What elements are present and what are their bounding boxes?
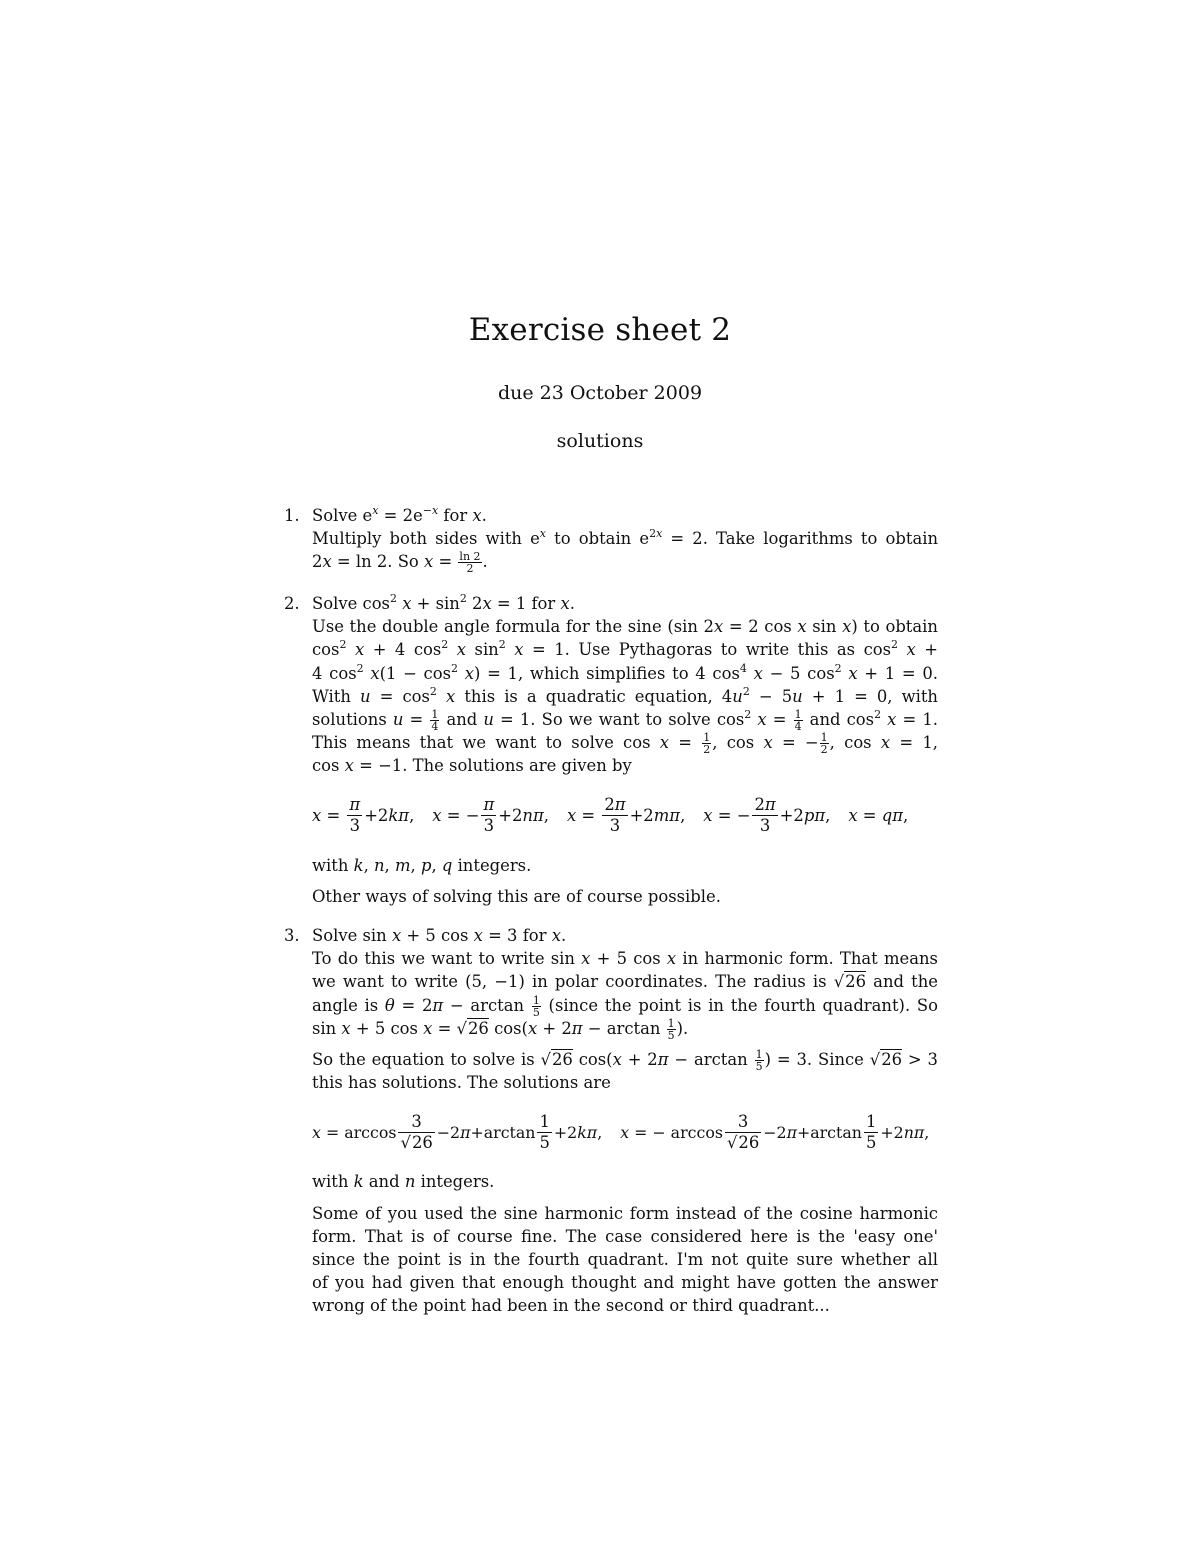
solution-line: solutions u = $\frac{1}{4}$ and u = 1. So we want to solve $\cos^2 x$ = $\frac{1}{4}$ and $\cos^2 x = 1$. [312,707,938,733]
solution-line: To do this we want to write sin x + 5 cos x in harmonic form. That means [312,949,938,969]
solution-line: wrong of the point had been in the second or third quadrant... [312,1296,830,1316]
solution-line: form. That is of course fine. The case considered here is the 'easy one' [312,1226,938,1246]
problem-2 [284,592,939,908]
solution-line: of you had given that enough thought and might have gotten the answer [312,1273,938,1293]
solution-line: This means that we want to solve cos x = $\frac{1}{2}$ , cos x = − $\frac{1}{2}$ , cos x = 1, [312,731,938,757]
solution-line: Other ways of solving this are of course possible. [312,886,721,906]
page-title: Exercise sheet 2 [468,312,732,348]
problem-3 [284,924,938,1317]
solution-line: 2x = ln 2. So x = $\frac{\ln 2}{2}$ . [312,550,488,576]
solution-line: sin x + 5 cos x = √26 cos(x + 2π − arctan $\frac{1}{5}$ ). [312,1016,689,1042]
solution-line: cos x = −1. The solutions are given by [312,756,632,776]
solution-line: since the point is in the fourth quadrant. I'm not quite sure whether all [312,1249,938,1269]
solution-line: with k and n integers. [312,1172,495,1192]
solutions-label: solutions [556,430,644,452]
problem-number: 2. [284,594,300,613]
display-equation: x = arccos 3 √26 −2 π +arctan 1 5 +2 kπ , x = − arccos 3 √26 −2 π +arctan 1 5 +2 nπ , [312,1111,930,1152]
problem-statement: Solve $\cos^2 x + \sin^2 2x = 1$ for x. [312,592,575,613]
solution-line: With $u = \cos^2 x$ this is a quadratic equation, $4u^2 - 5u + 1 = 0$, with [312,684,938,706]
problem-statement: Solve $e^x = 2e^{-x}$ for x. [312,504,487,525]
solution-line: 4 $\cos^2 x(1 - \cos^2 x) = 1$, which simplifies to 4 $\cos^4 x - 5$ $\cos^2 x + 1 = 0$. [312,661,938,683]
solution-line: this has solutions. The solutions are [312,1073,611,1093]
problem-number: 3. [284,926,300,945]
solution-line: Some of you used the sine harmonic form instead of the cosine harmonic [312,1203,938,1223]
solution-line: $\cos^2 x + 4$ $\cos^2 x$ $\sin^2 x = 1$. Use Pythagoras to write this as $\cos^2 x$ + [312,638,939,660]
problem-number: 1. [284,506,300,525]
display-equation: x = π 3 +2 kπ , x = − π 3 +2 nπ , x = 2π 3 +2 mπ , x = − 2π 3 +2 pπ , x = qπ , [312,795,909,835]
due-date: due 23 October 2009 [497,382,703,404]
solution-line: angle is θ = 2π − arctan $\frac{1}{5}$ (since the point is in the fourth quadrant). So [312,993,938,1019]
solution-line: with k, n, m, p, q integers. [312,855,532,875]
solution-line: Use the double angle formula for the sine (sin 2x = 2 cos x sin x) to obtain [312,617,938,637]
solution-line: Multiply both sides with $e^x$ to obtain $e^{2x} = 2$. Take logarithms to obtain [312,527,939,549]
solution-line: So the equation to solve is √26 cos(x + 2π − arctan $\frac{1}{5}$ ) = 3. Since √26 > 3 [312,1047,938,1073]
problem-statement: Solve sin x + 5 cos x = 3 for x. [312,926,567,945]
problem-1 [284,504,939,576]
solution-line: we want to write (5, −1) in polar coordinates. The radius is √26 and the [312,972,938,992]
